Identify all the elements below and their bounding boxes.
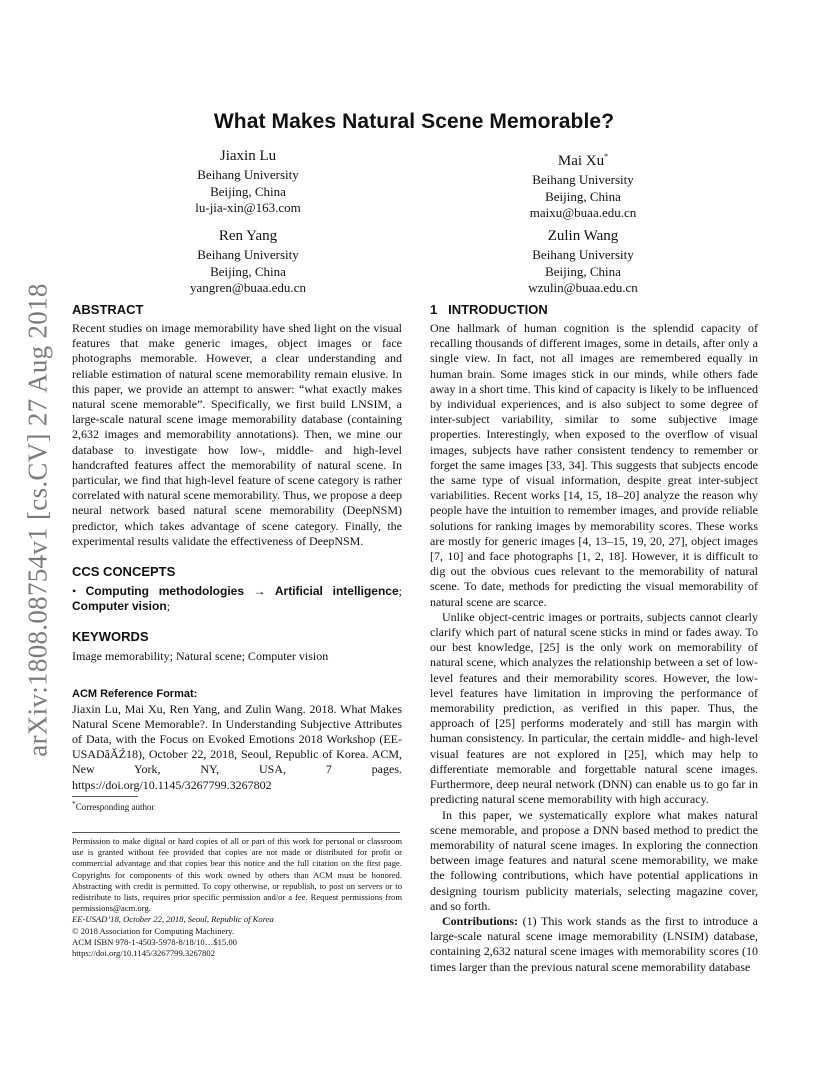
venue-line: EE-USAD’18, October 22, 2018, Seoul, Republic of Korea xyxy=(72,914,274,925)
introduction-heading xyxy=(430,302,758,318)
author-block-3 xyxy=(128,227,368,297)
paper-title: What Makes Natural Scene Memorable? xyxy=(213,110,615,133)
author-affiliation: Beihang University xyxy=(197,167,299,182)
section-title: INTRODUCTION xyxy=(448,302,548,317)
copyright-line: © 2018 Association for Computing Machinery. xyxy=(72,925,235,936)
permission-block xyxy=(72,836,402,959)
author-location: Beijing, China xyxy=(210,263,286,279)
intro-paragraph-2: Unlike object-centric images or portraits, subjects cannot clearly clarify which part of natural scene sticks in mind or fades away. To our best knowledge, [25] is the only work on memorability of natural scene, which analyzes the relationship between a set of low-level features and their memorability scores. However, the low-level features have limitation in improving the performance of memorability prediction, as verified in this paper. Thus, the approach of [25] performs moderately and still has margin with human consistency. In particular, the certain middle- and high-level visual features are not explored in [25], which may help to differentiate memorable and forgettable natural scene images. Furthermore, deep neural network (DNN) can enable us to go far in predicting natural scene memorability with high accuracy. xyxy=(430,609,758,807)
contributions-text: (1) This work stands as the first to introduce a large-scale natural scene image memorability (LNSIM) database, containing 2,632 natural scene images with memorability scores (10 times larger than the previous natural scene memorability database xyxy=(430,913,758,974)
author-location: Beijing, China xyxy=(210,183,286,199)
author-block-2 xyxy=(463,147,703,222)
author-name: Zulin Wang xyxy=(547,228,619,244)
author-name-text: Mai Xu xyxy=(557,153,605,169)
ccs-separator: ; xyxy=(398,584,402,599)
acm-reference-heading: ACM Reference Format: xyxy=(72,687,198,700)
author-email: lu-jia-xin@163.com xyxy=(195,200,301,215)
author-block-1 xyxy=(128,147,368,217)
ccs-heading: CCS CONCEPTS xyxy=(72,564,176,580)
doi-line[interactable]: https://doi.org/10.1145/3267799.3267802 xyxy=(72,948,215,959)
ccs-bullet: • xyxy=(72,584,77,599)
isbn-line: ACM ISBN 978-1-4503-5978-8/18/10…$15.00 xyxy=(72,936,237,947)
permission-text: Permission to make digital or hard copies of all or part of this work for personal or classroom use is granted without fee provided that copies are not made or distributed for profit or commercial advantage and that copies bear this notice and the full citation on the first page. Copyrights for components of this work owned by others than ACM must be honored. Abstracting with credit is permitted. To copy otherwise, or republish, to post on servers or to redistribute to lists, requires prior specific permission and/or a fee. Request permissions from permissions@acm.org. xyxy=(72,836,402,914)
author-location: Beijing, China xyxy=(545,263,621,279)
contributions-label: Contributions: xyxy=(442,913,519,928)
ccs-arrow: → xyxy=(253,584,266,599)
section-number: 1 xyxy=(430,302,438,317)
acm-reference-text: Jiaxin Lu, Mai Xu, Ren Yang, and Zulin Wang. 2018. What Makes Natural Scene Memorable?. In Understanding Subjective Attributes of Data, with the Focus on Evoked Emotions 2018 Workshop (EE-USADâĂŹ18), October 22, 2018, Seoul, Republic of Korea. ACM, New York, NY, USA, 7 pages. https://doi.org/10.1145/3267799.3267802 xyxy=(72,701,402,792)
author-note-mark: * xyxy=(604,152,609,161)
footnote-text: Corresponding author xyxy=(75,802,155,812)
ccs-concepts xyxy=(72,584,402,614)
permission-rule xyxy=(72,832,400,833)
keywords-text: Image memorability; Natural scene; Computer vision xyxy=(72,649,329,664)
corresponding-author-footnote xyxy=(72,799,155,812)
ccs-subconcept-2: Computer vision xyxy=(72,599,167,614)
intro-paragraph-3: In this paper, we systematically explore what makes natural scene memorable, and propose a DNN based method to predict the memorability of natural scene images. In exploring the connection between image features and natural scene memorability, we make the following contributions, which have potential applications in designing tourism publicity materials, selecting magazine cover, and so forth. xyxy=(430,807,758,913)
author-affiliation: Beihang University xyxy=(532,172,634,187)
intro-paragraph-4 xyxy=(430,914,758,975)
arxiv-identifier: arXiv:1808.08754v1 [cs.CV] 27 Aug 2018 xyxy=(22,283,53,757)
author-name: Jiaxin Lu xyxy=(219,148,277,164)
abstract-text: Recent studies on image memorability have shed light on the visual features that make generic images, object images or face photographs memorable. However, a clear understanding and reliable estimation of natural scene memorability remain elusive. In this paper, we provide an attempt to answer: “what exactly makes natural scene memorable”. Specifically, we first build LNSIM, a large-scale natural scene image memorability database (containing 2,632 images and memorability annotations). Then, we mine our database to investigate how low-, middle- and high-level handcrafted features affect the memorability of natural scene. In particular, we find that high-level feature of scene category is rather correlated with natural scene memorability. Thus, we propose a deep neural network based natural scene memorability (DeepNSM) predictor, which takes advantage of scene category. Finally, the experimental results validate the effectiveness of DeepNSM. xyxy=(72,321,402,548)
ccs-subconcept-1: Artificial intelligence xyxy=(274,584,399,599)
abstract-heading: ABSTRACT xyxy=(72,302,144,317)
ccs-concept: Computing methodologies xyxy=(85,584,245,599)
footnote-mark: * xyxy=(72,799,76,808)
author-affiliation: Beihang University xyxy=(532,247,634,262)
author-email: maixu@buaa.edu.cn xyxy=(529,205,637,220)
keywords-heading: KEYWORDS xyxy=(72,629,149,645)
intro-paragraph-1: One hallmark of human cognition is the splendid capacity of recalling thousands of different images, some in details, after only a single view. In fact, not all images are remembered equally in human brain. Some images stick in our minds, while others fade away in a short time. This kind of capacity is likely to be influenced by individual experiences, and is also subject to some degree of inter-subject variability, similar to some subjective image properties. Interestingly, when exposed to the overflow of visual images, subjects have rather consistent tendency to remember or forget the same images [33, 34]. This suggests that subjects encode the same type of visual information, despite great inter-subject variabilities. Recent works [14, 15, 18–20] analyze the reason why people have the intuition to remember images, and provide reliable solutions for ranking images by memorability scores. These works are mostly for generic images [4, 13–15, 19, 20, 27], object images [7, 10] and face photographs [1, 2, 18]. However, it is difficult to dig out the obvious cues relevant to the memorability of natural scene. To date, methods for predicting the visual memorability of natural scene are scarce. xyxy=(430,321,758,609)
author-block-4 xyxy=(463,227,703,297)
ccs-end: ; xyxy=(166,599,171,614)
footnote-rule xyxy=(72,796,138,797)
author-email: wzulin@buaa.edu.cn xyxy=(528,280,638,295)
author-email: yangren@buaa.edu.cn xyxy=(190,280,306,295)
left-column xyxy=(72,302,402,793)
author-name xyxy=(463,147,703,171)
author-affiliation: Beihang University xyxy=(197,247,299,262)
author-location: Beijing, China xyxy=(545,188,621,204)
right-column xyxy=(430,302,758,975)
author-name: Ren Yang xyxy=(218,228,278,244)
